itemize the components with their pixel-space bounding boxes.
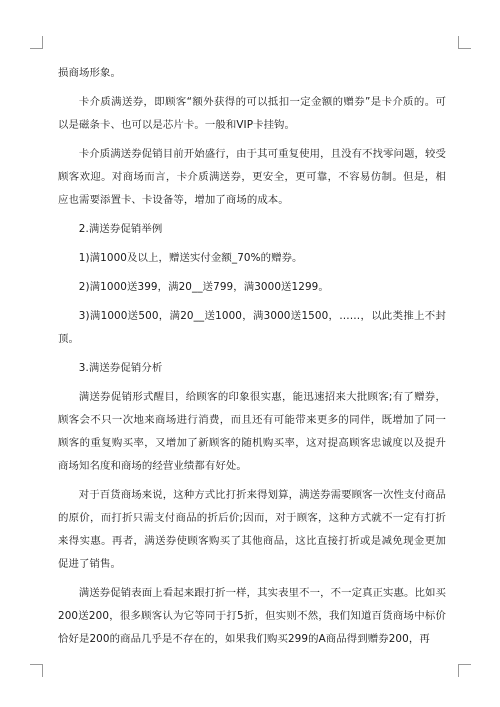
paragraph-analysis-2: 对于百货商场来说，这种方式比打折来得划算，满送券需要顾客一次性支付商品的原价，而打折只需支付商品的折后价;因而，对于顾客，这种方式就不一定有打折来得实惠。再者，满送券使顾客购买了其他商品，这比直接打折或是减免现金更加促进了销售。 [58, 489, 446, 570]
paragraph-card-coupon-definition: 卡介质满送券，即顾客“额外获得的可以抵扣一定金额的赠券”是卡介质的。可以是磁条卡、也可以是芯片卡。一般和VIP卡挂钩。 [58, 96, 446, 131]
example-item-3: 3)满1000送500，满20__送1000，满3000送1500，……，以此类推上不封顶。 [58, 310, 446, 345]
section-heading-examples: 2.满送券促销举例 [78, 223, 163, 235]
example-item-2: 2)满1000送399，满20__送799，满3000送1299。 [78, 281, 329, 293]
crop-mark-bottom-right [458, 664, 471, 677]
document-body [58, 62, 446, 657]
paragraph-continuation: 损商场形象。 [58, 67, 121, 79]
crop-mark-bottom-left [30, 664, 43, 677]
paragraph-analysis-1: 满送券促销形式醒目，给顾客的印象很实惠，能迅速招来大批顾客;有了赠券，顾客会不只一次地来商场进行消费，而且还有可能带来更多的同伴，既增加了同一顾客的重复购买率，又增加了新顾客的随机购买率，这对提高顾客忠诚度以及提升商场知名度和商场的经营业绩都有好处。 [58, 391, 446, 472]
crop-mark-top-left [30, 36, 43, 49]
example-item-1: 1)满1000及以上，赠送实付金额_70%的赠券。 [78, 252, 303, 264]
crop-mark-top-right [458, 36, 471, 49]
paragraph-card-coupon-popularity: 卡介质满送券促销目前开始盛行，由于其可重复使用，且没有不找零问题，较受顾客欢迎。对商场而言，卡介质满送券，更安全，更可靠，不容易仿制。但是，相应也需要添置卡、卡设备等，增加了商场的成本。 [58, 148, 446, 206]
section-heading-analysis: 3.满送券促销分析 [78, 362, 163, 374]
paragraph-analysis-3: 满送券促销表面上看起来跟打折一样，其实表里不一，不一定真正实惠。比如买200送200，很多顾客认为它等同于打5折，但实则不然，我们知道百货商场中标价恰好是200的商品几乎是不存在的，如果我们购买299的A商品得到赠券200，再 [58, 587, 446, 645]
